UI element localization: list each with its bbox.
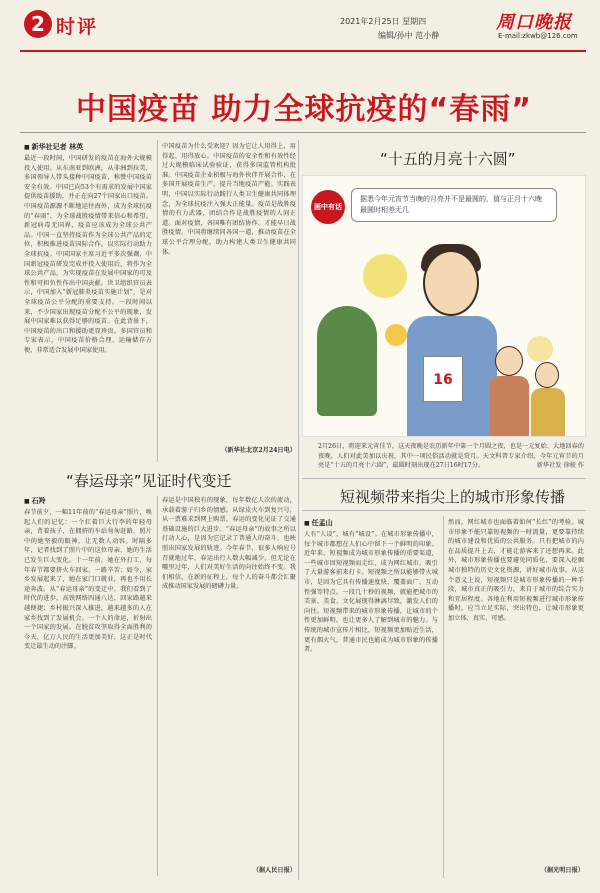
page-number: 2 xyxy=(24,10,52,38)
header-rule xyxy=(20,50,586,52)
child-figure-head xyxy=(535,362,559,388)
column-divider xyxy=(298,140,299,880)
main-headline: 中国疫苗 助力全球抗疫的“春雨” xyxy=(76,92,532,127)
newspaper-logo: 周口晚报 xyxy=(496,12,572,33)
contact-email: E-mail:zkwb@126.com xyxy=(498,32,578,40)
article3-title-rule xyxy=(302,510,586,511)
article3-byline: ■ 任孟山 xyxy=(304,518,333,528)
headline-rule xyxy=(20,132,586,133)
issue-date: 2021年2月25日 星期四 xyxy=(340,17,427,26)
caption-rule xyxy=(302,478,586,479)
article2-title: “春运母亲”见证时代变迁 xyxy=(66,472,232,490)
article1-continued: 中国疫苗为什么受欢迎？因为它让人用得上、用得起、用得放心。中国疫苗的安全性和有效性经过大规模临床试验验证，获得多国监管机构批准。中国疫苗企业积极与海外伙伴开展合作，在多国开展疫苗生产，提升当地疫苗产能。实践表明，中国以实际行动践行人类卫生健康共同体理念，为全球抗疫注入强大正能量。疫苗是战胜疫情的有力武器，团结合作是战胜疫情的人间正道。面对疫情，各国唯有团结协作，才能早日战胜疫情。中国将继续同各国一道，推动疫苗在全球公平合理分配，助力构建人类卫生健康共同体。 xyxy=(162,143,296,256)
child-figure-head xyxy=(495,346,523,376)
cartoon-caption-text: 2月26日，将迎来元宵佳节，这天夜晚是农历新年中第一个月圆之夜，也是一元复始、大地回春的夜晚。人们对此美加以庆祝，其中一项民俗活动就是赏月。天文科普专家介绍，今年元宵节的月亮是“十五的月亮十六圆”，最圆时刻出现在27日16时17分。 xyxy=(318,443,584,470)
lantern-graphic xyxy=(385,324,407,346)
editor-credit: 编辑/孙中 范小静 xyxy=(378,31,440,40)
child-figure-body xyxy=(531,388,565,437)
article3-body-continued: 然而，网红城市也面临着如何“长红”的考验。城市形象不能只靠短视频的一时流量，更要靠持续的城市建设和优质的公共服务。只有把城市的内在品质提升上去，才能让游客来了还想再来。此外，城市形象传播也要避免同质化，要深入挖掘城市独特的历史文化资源，讲好城市故事。从这个意义上说，短视频只是城市形象传播的一种手段，城市真正的吸引力，来自于城市的综合实力和宜居程度。各地在利用短视频进行城市形象传播时，应当立足实际，突出特色，让城市形象更加立体、真实、可感。 xyxy=(448,519,584,622)
article2-body: 春节前夕，一幅11年前的“春运母亲”照片，唤起人们的记忆：一个扛着巨大行李的年轻母亲，背着孩子，在拥挤的车站匆匆赶路。照片中的她坚毅的眼神，让无数人动容。时隔多年，记者找到了照片中的这位母亲，她的生活已发生巨大变化。十一年前，她在外打工，每年春节都要挤火车回家，一路辛苦；如今，家乡发展起来了，她在家门口就业，再也不用长途奔波。从“春运母亲”的变迁中，我们看到了时代的进步。高铁网络四通八达，回家路越来越便捷；乡村振兴深入推进，越来越多的人在家乡找到了发展机会。一个人的命运，折射出一个国家的发展。在脱贫攻坚取得全面胜利的今天，亿万人民的生活更加美好，这正是时代变迁最生动的注脚。 xyxy=(24,509,152,651)
page-header xyxy=(20,6,586,56)
article3-body: 人有“人设”，城有“城设”。在城市形象传播中，每个城市都想在人们心中留下一个鲜明的印象。近年来，短视频成为城市形象传播的重要渠道，一些城市因短视频而走红，成为网红城市，吸引了大量游客前来打卡。短视频之所以能够带火城市，是因为它具有传播速度快、覆盖面广、互动性强等特点。一段几十秒的视频，就能把城市的美景、美食、文化展现得淋漓尽致，激发人们的向往。短视频带来的城市形象传播，让城市的个性更加鲜明，也让更多人了解到城市的魅力。与传统的城市宣传片相比，短视频更加贴近生活，更有烟火气，普通市民也能成为城市形象的传播者。 xyxy=(304,531,438,654)
article3-title: 短视频带来指尖上的城市形象传播 xyxy=(340,488,566,506)
column-divider xyxy=(157,496,158,876)
article1-byline: ■ 新华社记者 林英 xyxy=(24,142,83,152)
section-name: 时评 xyxy=(56,16,99,38)
small-moon-graphic xyxy=(527,336,553,362)
cartoon-tag: 画中有话 xyxy=(311,190,345,224)
child-figure-body xyxy=(489,376,529,437)
cartoon-caption xyxy=(318,442,584,471)
cartoon-title: “十五的月亮十六圆” xyxy=(380,150,516,168)
cartoon-illustration xyxy=(302,175,586,437)
column-divider xyxy=(157,140,158,462)
article2-source: （据人民日报） xyxy=(252,867,296,874)
article2-byline: ■ 石羚 xyxy=(24,496,46,506)
column-divider xyxy=(443,516,444,878)
moon-graphic xyxy=(363,254,407,298)
cartoon-credit: 新华社发 徐骏 作 xyxy=(536,462,584,470)
calendar-sign: 16 xyxy=(423,356,463,402)
article1-body: 最近一段时间，中国研发的疫苗在海外大规模投入使用。从东南亚到欧洲，从非洲到拉美，多国领导人带头接种中国疫苗，称赞中国疫苗安全有效。中国已向53个有需求的发展中国家提供疫苗援助，并正在向27个国家出口疫苗。中国疫苗源源不断地运往海外，成为全球抗疫的“春雨”，为全球战胜疫情带来信心和希望。新冠病毒无国界，疫苗应该成为全球公共产品。中国一直坚持疫苗作为全球公共产品的定位，积极推进疫苗国际合作，以实际行动助力全球抗疫。中国国家主席习近平多次强调，中国新冠疫苗研发完成并投入使用后，将作为全球公共产品，为实现疫苗在发展中国家的可及性和可担负性作出中国贡献。世卫组织官员表示，中国加入“新冠肺炎疫苗实施计划”，是对全球疫苗公平分配的重要支持。一段时间以来，不少国家出现疫苗分配不公平的现象，发展中国家难以获得足够的疫苗。在此背景下，中国疫苗的出口和援助更显珍贵。多国官员和专家表示，中国疫苗价格合理、运输储存方便，非常适合发展中国家使用。 xyxy=(24,155,152,354)
man-figure-head xyxy=(423,250,479,316)
article2-body-continued: 春运是中国独有的现象，每年数亿人次的流动，承载着游子归乡的情感。从绿皮火车到复兴号，从一票难求到网上购票，春运的变化见证了交通基础设施的巨大进步。“春运母亲”的故事之所以打动人心，是因为它记录了普通人的奋斗，也映照出国家发展的轨迹。今年春节，很多人响应号召就地过年，春运出行人数大幅减少。但无论在哪里过年，人们对美好生活的向往始终不变。我们相信，在新的征程上，每个人的奋斗都会汇聚成推动国家发展的磅礴力量。 xyxy=(162,497,296,591)
tree-graphic xyxy=(317,306,377,416)
article1-source: （新华社北京2月24日电） xyxy=(221,447,296,454)
article3-source: （据光明日报） xyxy=(540,867,584,874)
speech-bubble: 据悉今年元宵节当晚的月亮并不是最圆的，值与正月十六晚最圆时相差无几 xyxy=(351,188,557,222)
